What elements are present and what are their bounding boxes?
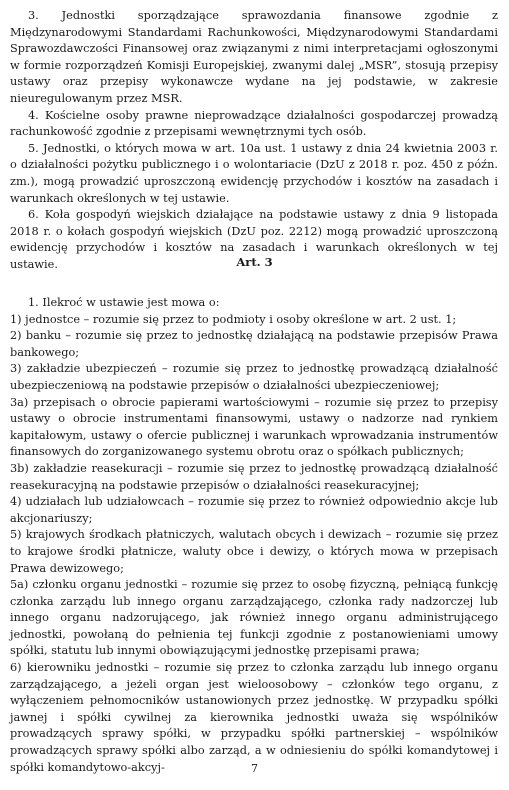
definition-item: 3a) przepisach o obrocie papierami wartościowymi – rozumie się przez to przepisy ustawy o obrocie instrumentami finansowymi, ustawy o nadzorze nad rynkiem kapitałowym, ustawy o ofercie publicznej i warunkach wprowadzania instrumentów finansowych do zorganizowanego systemu obrotu oraz o spółkach publicznych;	[10, 395, 498, 459]
definition-item: 3b) zakładzie reasekuracji – rozumie się przez to jednostkę prowadzącą działalność reasekuracyjną na podstawie przepisów o działalności reasekuracyjnej;	[10, 461, 498, 492]
definition-item: 4) udziałach lub udziałowcach – rozumie się przez to również odpowiednio akcje lub akcjonariuszy;	[10, 495, 498, 525]
article-3-body	[10, 295, 498, 776]
definition-item: 2) banku – rozumie się przez to jednostkę działającą na podstawie przepisów Prawa bankowego;	[10, 329, 498, 359]
article-2-continuation	[10, 8, 498, 274]
article-heading: Art. 3	[236, 255, 273, 269]
definition-item: 5) krajowych środkach płatniczych, walutach obcych i dewizach – rozumie się przez to krajowe środki płatnicze, waluty obce i dewizy, o których mowa w przepisach Prawa dewizowego;	[10, 528, 498, 575]
paragraph-6: 6. Koła gospodyń wiejskich działające na podstawie ustawy z dnia 9 listopada 2018 r. o kołach gospodyń wiejskich (DzU poz. 2212) mogą prowadzić uproszczoną ewidencję przychodów i kosztów na zasadach i warunkach określonych w tej ustawie.	[10, 208, 498, 271]
page-number: 7	[251, 762, 258, 775]
paragraph-3: 3. Jednostki sporządzające sprawozdania finansowe zgodnie z Międzynarodowymi Standardami Rachunkowości, Międzynarodowymi Standardami Sprawozdawczości Finansowej oraz związanymi z nimi interpretacjami ogłoszonymi w formie rozporządzeń Komisji Europejskiej, zwanymi dalej „MSR”, stosują przepisy ustawy oraz przepisy wykonawcze wydane na jej podstawie, w zakresie nieuregulowanym przez MSR.	[10, 9, 498, 105]
definition-item: 5a) członku organu jednostki – rozumie się przez to osobę fizyczną, pełniącą funkcję członka zarządu lub innego organu zarządzającego, członka rady nadzorczej lub innego organu nadzorującego, jak również innego organu administrującego jednostki, powołaną do pełnienia tej funkcji zgodnie z postanowieniami umowy spółki, statutu lub innymi obowiązującymi jednostkę przepisami prawa;	[10, 578, 498, 658]
paragraph-5: 5. Jednostki, o których mowa w art. 10a ust. 1 ustawy z dnia 24 kwietnia 2003 r. o działalności pożytku publicznego i o wolontariacie (DzU z 2018 r. poz. 450 z późn. zm.), mogą prowadzić uproszczoną ewidencję przychodów i kosztów na zasadach i warunkach określonych w tej ustawie.	[10, 141, 498, 205]
article-intro: 1. Ilekroć w ustawie jest mowa o:	[28, 296, 220, 309]
paragraph-4: 4. Kościelne osoby prawne nieprowadzące działalności gospodarczej prowadzą rachunkowość zgodnie z przepisami wewnętrznymi tych osób.	[10, 108, 498, 139]
definition-item: 6) kierowniku jednostki – rozumie się przez to członka zarządu lub innego organu zarządzającego, a jeżeli organ jest wieloosobowy – członków tego organu, z wyłączeniem pełnomocników ustanowionych przez jednostkę. W przypadku spółki jawnej i spółki cywilnej za kierownika jednostki uważa się wspólników prowadzących sprawy spółki, w przypadku spółki partnerskiej – wspólników prowadzących sprawy spółki albo zarząd, a w odniesieniu do spółki komandytowej i spółki komandytowo-akcyj-	[10, 661, 498, 774]
definition-item: 3) zakładzie ubezpieczeń – rozumie się przez to jednostkę prowadzącą działalność ubezpieczeniową na podstawie przepisów o działalności ubezpieczeniowej;	[10, 362, 498, 392]
definition-item: 1) jednostce – rozumie się przez to podmioty i osoby określone w art. 2 ust. 1;	[10, 312, 457, 326]
